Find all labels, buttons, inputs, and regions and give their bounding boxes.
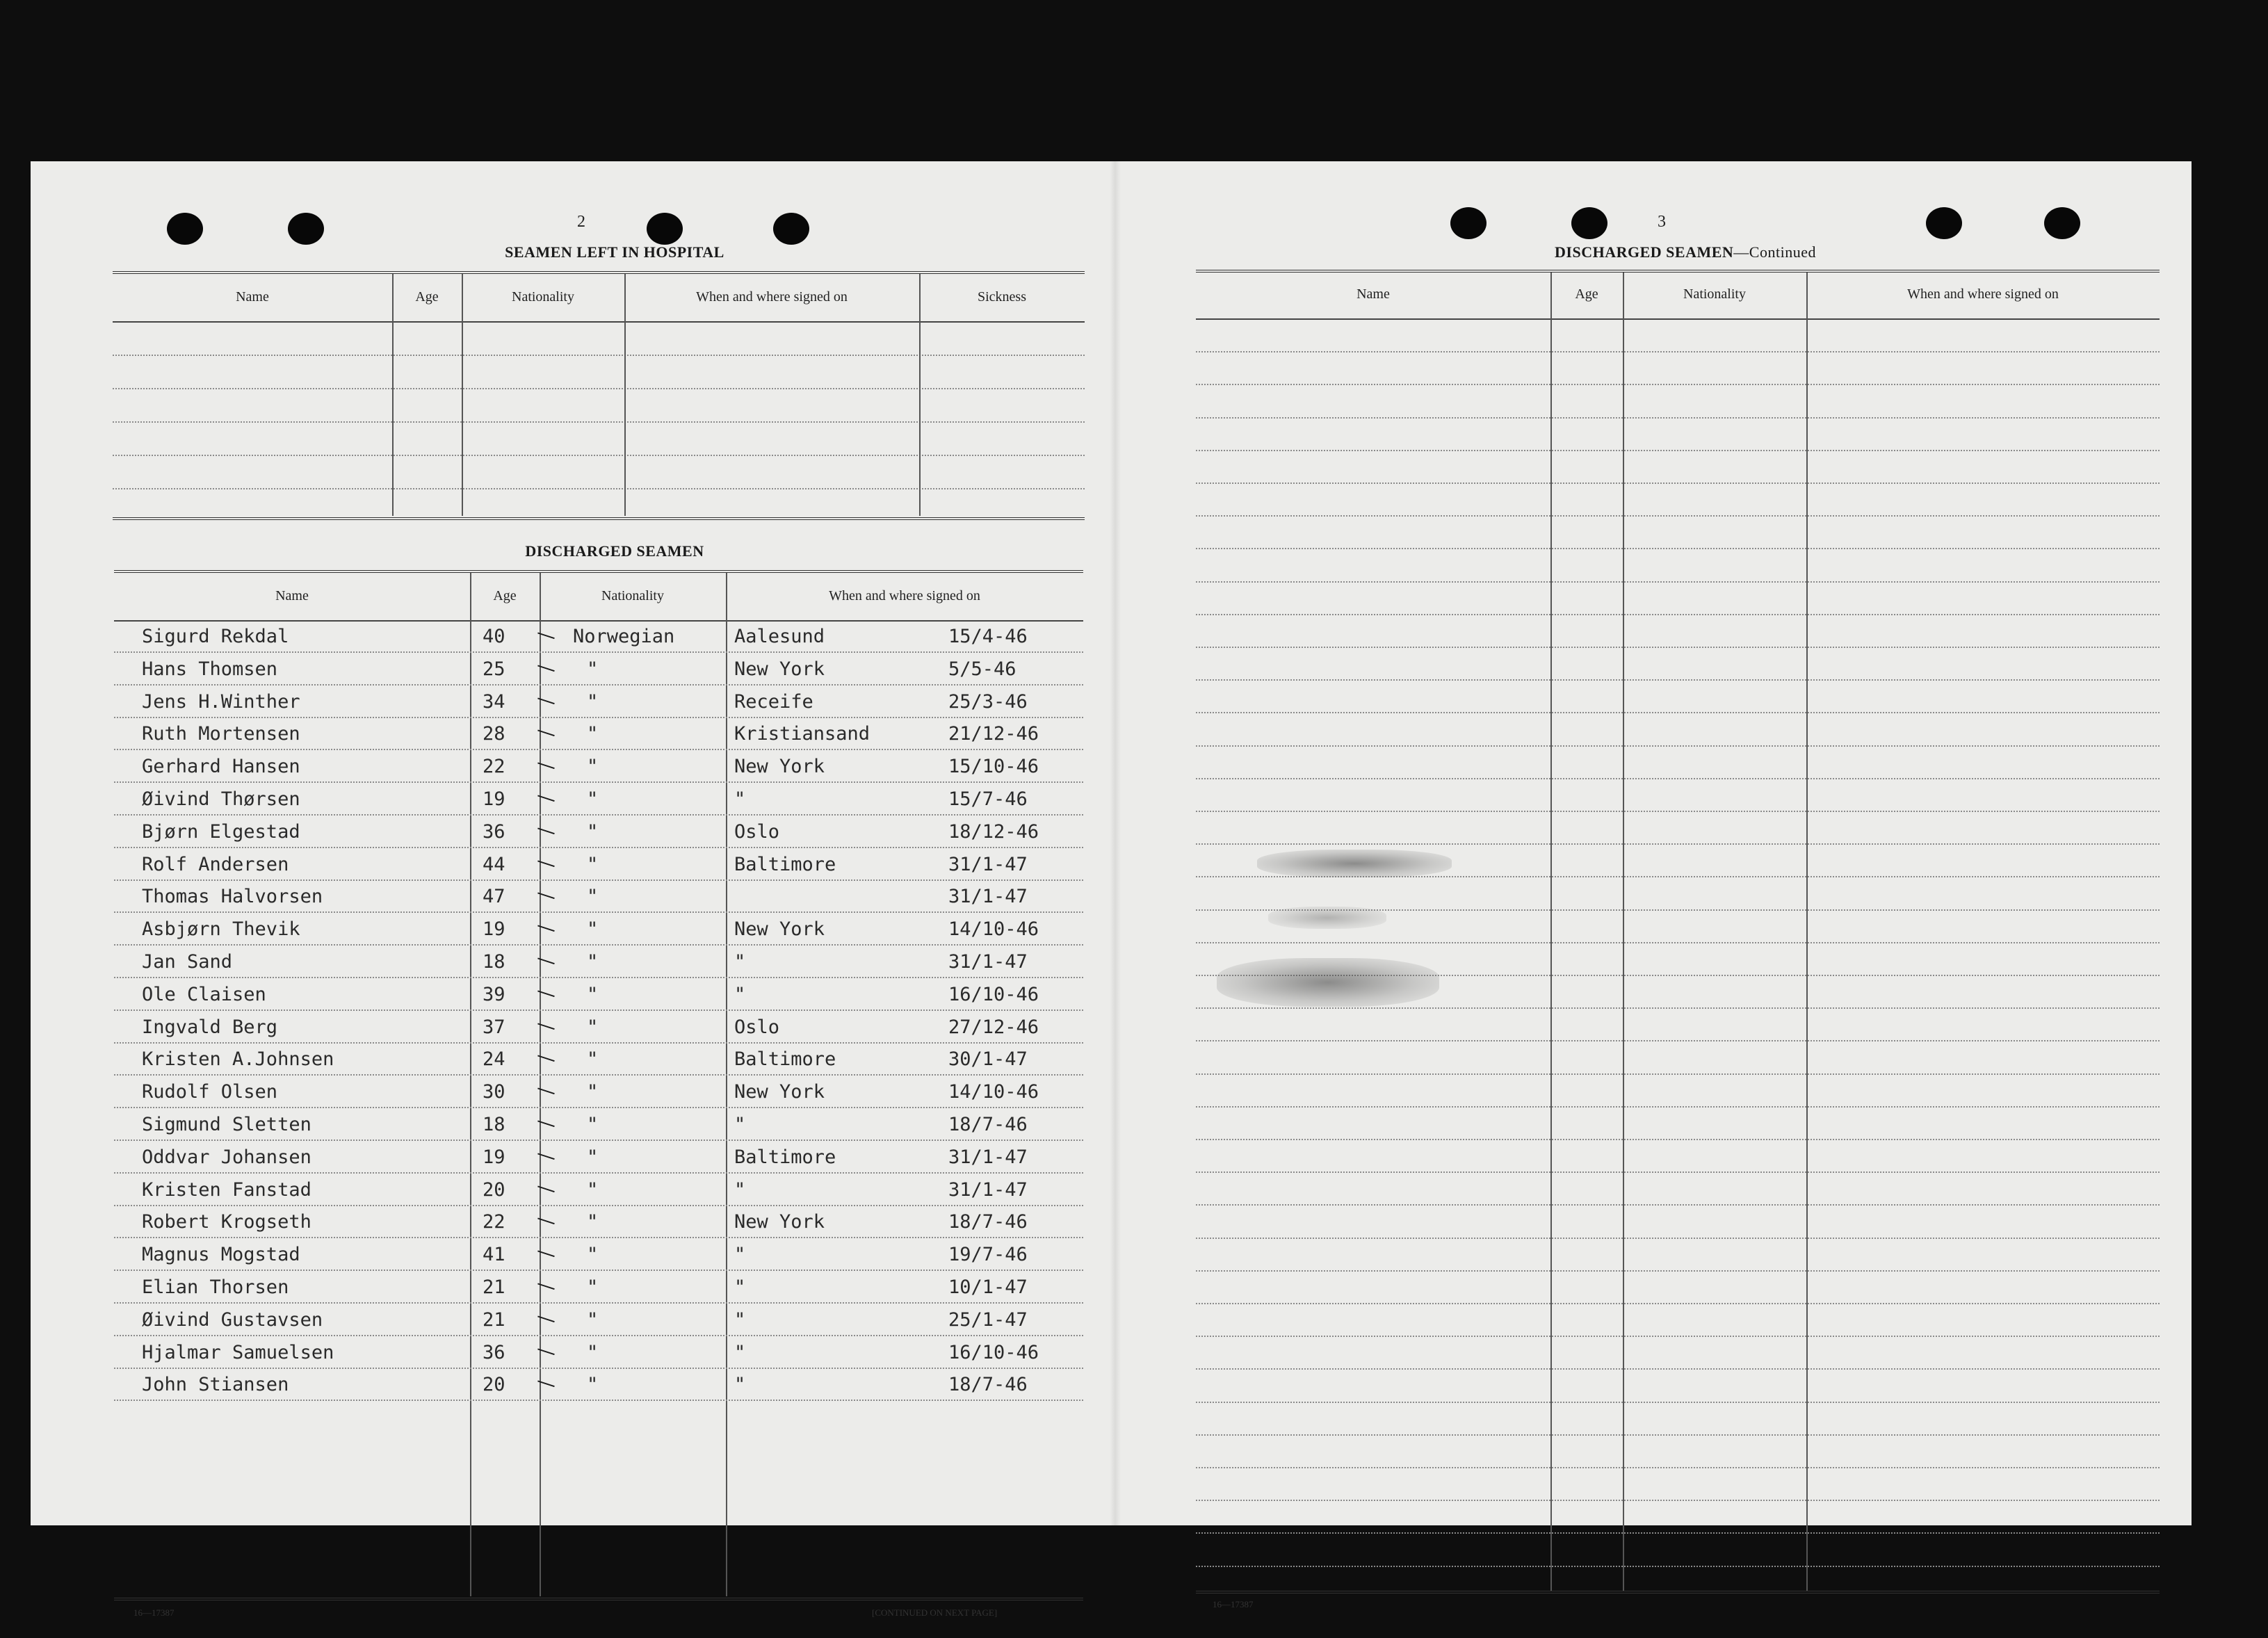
row-name: Bjørn Elgestad [142, 821, 300, 843]
form-number: 16—17387 [133, 1607, 175, 1618]
row-place: Oslo [734, 821, 780, 843]
row-rule [114, 1400, 1083, 1401]
ruled-line [1196, 679, 2160, 681]
ruled-line [1196, 1500, 2160, 1501]
ruled-line [1196, 1434, 2160, 1436]
ruled-line [1196, 614, 2160, 615]
row-age: 18 [483, 951, 505, 973]
row-place: New York [734, 658, 825, 680]
check-mark: — [533, 1368, 560, 1397]
check-mark: — [533, 1304, 560, 1332]
check-mark: — [533, 1238, 560, 1267]
center-fold [1110, 161, 1121, 1525]
binder-hole [1571, 207, 1607, 239]
row-name: Ruth Mortensen [142, 723, 300, 745]
ruled-line [1196, 1238, 2160, 1239]
ink-smudge [1257, 850, 1452, 877]
row-place: " [734, 1342, 746, 1363]
row-age: 28 [483, 723, 505, 745]
row-name: Robert Krogseth [142, 1211, 311, 1233]
row-age: 37 [483, 1016, 505, 1038]
row-date: 31/1-47 [948, 1146, 1028, 1168]
row-place: New York [734, 1211, 825, 1233]
row-rule [114, 749, 1083, 750]
row-name: Øivind Thørsen [142, 788, 300, 810]
row-date: 15/7-46 [948, 788, 1028, 810]
ruled-line [1196, 1532, 2160, 1534]
row-place: Baltimore [734, 1146, 836, 1168]
row-name: Jan Sand [142, 951, 233, 973]
row-nationality: " [587, 691, 599, 713]
check-mark: — [533, 1206, 560, 1234]
row-age: 21 [483, 1276, 505, 1298]
row-rule [114, 814, 1083, 816]
row-place: " [734, 984, 746, 1005]
check-mark: — [533, 880, 560, 909]
discharged-continued-title [1421, 243, 1950, 261]
check-mark: — [533, 978, 560, 1007]
row-rule [114, 1107, 1083, 1108]
row-rule [114, 781, 1083, 783]
row-rule [114, 684, 1083, 686]
discharged-section-title: DISCHARGED SEAMEN [525, 542, 704, 560]
row-nationality: Norwegian [573, 626, 675, 647]
ruled-line [1196, 647, 2160, 648]
ruled-line [1196, 1106, 2160, 1108]
row-name: Asbjørn Thevik [142, 918, 300, 940]
ruled-line [1196, 1270, 2160, 1272]
row-place: " [734, 1179, 746, 1201]
discharged-header-signed-on: When and where signed on [829, 588, 980, 603]
row-name: Sigurd Rekdal [142, 626, 289, 647]
row-nationality: " [587, 918, 599, 940]
row-date: 15/4-46 [948, 626, 1028, 647]
row-date: 16/10-46 [948, 1342, 1039, 1363]
row-name: Hans Thomsen [142, 658, 278, 680]
row-date: 31/1-47 [948, 1179, 1028, 1201]
ruled-line [1196, 1171, 2160, 1173]
row-date: 31/1-47 [948, 854, 1028, 875]
row-date: 16/10-46 [948, 984, 1039, 1005]
row-nationality: " [587, 723, 599, 745]
row-age: 25 [483, 658, 505, 680]
row-name: Elian Thorsen [142, 1276, 289, 1298]
row-place: Baltimore [734, 854, 836, 875]
binder-hole [1926, 207, 1962, 239]
row-name: Rolf Andersen [142, 854, 289, 875]
check-mark: — [533, 1108, 560, 1137]
row-rule [114, 944, 1083, 946]
continued-note: [CONTINUED ON NEXT PAGE] [872, 1607, 998, 1618]
row-age: 47 [483, 886, 505, 907]
row-age: 19 [483, 788, 505, 810]
row-place: " [734, 788, 746, 810]
hospital-header-name: Name [236, 289, 269, 305]
row-age: 41 [483, 1244, 505, 1265]
discharged-header-name: Name [275, 588, 309, 603]
row-nationality: " [587, 854, 599, 875]
row-name: Gerhard Hansen [142, 756, 300, 777]
row-place: Aalesund [734, 626, 825, 647]
ruled-line [1196, 515, 2160, 517]
row-nationality: " [587, 658, 599, 680]
check-mark: — [533, 783, 560, 811]
row-name: Magnus Mogstad [142, 1244, 300, 1265]
row-place: " [734, 1374, 746, 1395]
ruled-line [1196, 1467, 2160, 1468]
row-place: Receife [734, 691, 813, 713]
hospital-header-signed-on: When and where signed on [696, 289, 848, 305]
ruled-line [1196, 1402, 2160, 1403]
row-nationality: " [587, 1276, 599, 1298]
ruled-line [1196, 450, 2160, 451]
ruled-line [1196, 1204, 2160, 1206]
row-rule [114, 911, 1083, 913]
row-date: 19/7-46 [948, 1244, 1028, 1265]
ruled-line [1196, 1336, 2160, 1337]
check-mark: — [533, 653, 560, 681]
row-date: 10/1-47 [948, 1276, 1028, 1298]
row-rule [114, 1302, 1083, 1304]
row-nationality: " [587, 1179, 599, 1201]
row-age: 40 [483, 626, 505, 647]
discharged-header-age: Age [493, 588, 517, 603]
ruled-line [1196, 811, 2160, 812]
ruled-line [1196, 384, 2160, 385]
row-date: 25/3-46 [948, 691, 1028, 713]
check-mark: — [533, 1011, 560, 1039]
row-age: 19 [483, 918, 505, 940]
row-rule [114, 879, 1083, 881]
row-rule [114, 1270, 1083, 1271]
row-date: 15/10-46 [948, 756, 1039, 777]
row-place: " [734, 1244, 746, 1265]
row-name: John Stiansen [142, 1374, 289, 1395]
binder-hole [647, 213, 683, 245]
ruled-line [1196, 942, 2160, 943]
row-nationality: " [587, 1016, 599, 1038]
continued-header-name: Name [1356, 286, 1390, 302]
row-place: " [734, 951, 746, 973]
row-nationality: " [587, 1309, 599, 1331]
row-place: New York [734, 1081, 825, 1103]
row-rule [114, 1140, 1083, 1141]
ruled-line [1196, 843, 2160, 845]
row-age: 19 [483, 1146, 505, 1168]
ruled-line [1196, 351, 2160, 352]
row-age: 24 [483, 1048, 505, 1070]
ruled-line [1196, 712, 2160, 713]
row-place: Kristiansand [734, 723, 870, 745]
row-rule [114, 1335, 1083, 1336]
ink-smudge [1268, 907, 1386, 929]
row-age: 20 [483, 1179, 505, 1201]
ruled-line [1196, 1566, 2160, 1567]
row-name: Hjalmar Samuelsen [142, 1342, 334, 1363]
check-mark: — [533, 620, 560, 649]
row-rule [114, 1074, 1083, 1076]
binder-hole [1450, 207, 1487, 239]
row-age: 30 [483, 1081, 505, 1103]
row-rule [114, 1009, 1083, 1011]
check-mark: — [533, 848, 560, 877]
row-date: 5/5-46 [948, 658, 1016, 680]
row-date: 18/7-46 [948, 1374, 1028, 1395]
check-mark: — [533, 1043, 560, 1071]
row-date: 21/12-46 [948, 723, 1039, 745]
ruled-line [1196, 1303, 2160, 1304]
row-rule [114, 1042, 1083, 1044]
row-place: New York [734, 918, 825, 940]
check-mark: — [533, 913, 560, 941]
hospital-header-nationality: Nationality [512, 289, 574, 305]
check-mark: — [533, 1174, 560, 1202]
continued-header-nationality: Nationality [1683, 286, 1746, 302]
row-nationality: " [587, 756, 599, 777]
row-nationality: " [587, 984, 599, 1005]
page-number: 3 [1658, 213, 1666, 231]
hospital-header-sickness: Sickness [978, 289, 1026, 305]
check-mark: — [533, 1141, 560, 1169]
row-nationality: " [587, 1146, 599, 1168]
row-age: 44 [483, 854, 505, 875]
row-rule [114, 1237, 1083, 1238]
row-nationality: " [587, 1211, 599, 1233]
row-date: 31/1-47 [948, 951, 1028, 973]
ruled-line [1196, 483, 2160, 484]
row-nationality: " [587, 1374, 599, 1395]
row-place: Oslo [734, 1016, 780, 1038]
row-nationality: " [587, 788, 599, 810]
row-date: 14/10-46 [948, 918, 1039, 940]
continued-header-age: Age [1575, 286, 1598, 302]
row-nationality: " [587, 1342, 599, 1363]
page-number: 2 [577, 213, 585, 231]
row-place: Baltimore [734, 1048, 836, 1070]
row-age: 18 [483, 1114, 505, 1135]
row-name: Kristen Fanstad [142, 1179, 311, 1201]
row-age: 34 [483, 691, 505, 713]
check-mark: — [533, 686, 560, 714]
form-number: 16—17387 [1213, 1599, 1254, 1609]
binder-hole [288, 213, 324, 245]
row-date: 14/10-46 [948, 1081, 1039, 1103]
row-age: 39 [483, 984, 505, 1005]
hospital-section-title: SEAMEN LEFT IN HOSPITAL [505, 243, 724, 261]
row-date: 27/12-46 [948, 1016, 1039, 1038]
check-mark: — [533, 1271, 560, 1299]
row-place: " [734, 1114, 746, 1135]
row-date: 18/7-46 [948, 1114, 1028, 1135]
check-mark: — [533, 717, 560, 746]
ruled-line [1196, 1007, 2160, 1009]
row-nationality: " [587, 1114, 599, 1135]
binder-hole [2044, 207, 2080, 239]
ruled-line [1196, 1073, 2160, 1075]
row-rule [114, 717, 1083, 718]
ledger-spread [31, 161, 2192, 1618]
row-nationality: " [587, 1244, 599, 1265]
binder-hole [773, 213, 809, 245]
discharged-header-nationality: Nationality [601, 588, 664, 603]
row-rule [114, 1172, 1083, 1174]
check-mark: — [533, 750, 560, 779]
ruled-line [1196, 745, 2160, 747]
row-date: 18/12-46 [948, 821, 1039, 843]
row-age: 36 [483, 821, 505, 843]
ruled-line [1196, 548, 2160, 549]
row-date: 25/1-47 [948, 1309, 1028, 1331]
ink-smudge [1217, 958, 1439, 1007]
row-name: Jens H.Winther [142, 691, 300, 713]
ruled-line [1196, 1368, 2160, 1370]
ruled-line [1196, 1139, 2160, 1140]
title-suffix: —Continued [1733, 243, 1816, 261]
row-rule [114, 977, 1083, 978]
row-nationality: " [587, 886, 599, 907]
ruled-line [1196, 417, 2160, 419]
check-mark: — [533, 946, 560, 974]
row-place: " [734, 1309, 746, 1331]
check-mark: — [533, 816, 560, 844]
row-nationality: " [587, 821, 599, 843]
row-place: New York [734, 756, 825, 777]
check-mark: — [533, 1076, 560, 1104]
row-age: 20 [483, 1374, 505, 1395]
row-name: Rudolf Olsen [142, 1081, 278, 1103]
row-nationality: " [587, 1048, 599, 1070]
row-date: 30/1-47 [948, 1048, 1028, 1070]
row-age: 22 [483, 1211, 505, 1233]
row-nationality: " [587, 1081, 599, 1103]
row-age: 36 [483, 1342, 505, 1363]
row-name: Thomas Halvorsen [142, 886, 323, 907]
row-age: 22 [483, 756, 505, 777]
binder-hole [167, 213, 203, 245]
row-date: 18/7-46 [948, 1211, 1028, 1233]
row-date: 31/1-47 [948, 886, 1028, 907]
row-rule [114, 1205, 1083, 1206]
row-name: Sigmund Sletten [142, 1114, 311, 1135]
row-name: Ingvald Berg [142, 1016, 278, 1038]
row-name: Ole Claisen [142, 984, 266, 1005]
row-rule [114, 1368, 1083, 1369]
check-mark: — [533, 1336, 560, 1365]
row-name: Øivind Gustavsen [142, 1309, 323, 1331]
ruled-line [1196, 778, 2160, 779]
row-place: " [734, 1276, 746, 1298]
title-main: DISCHARGED SEAMEN [1555, 243, 1734, 261]
continued-header-signed-on: When and where signed on [1907, 286, 2059, 302]
hospital-header-age: Age [415, 289, 439, 305]
ruled-line [1196, 581, 2160, 583]
row-name: Kristen A.Johnsen [142, 1048, 334, 1070]
row-nationality: " [587, 951, 599, 973]
ruled-line [1196, 1040, 2160, 1041]
row-name: Oddvar Johansen [142, 1146, 311, 1168]
row-age: 21 [483, 1309, 505, 1331]
row-rule [114, 847, 1083, 848]
row-rule [114, 651, 1083, 653]
